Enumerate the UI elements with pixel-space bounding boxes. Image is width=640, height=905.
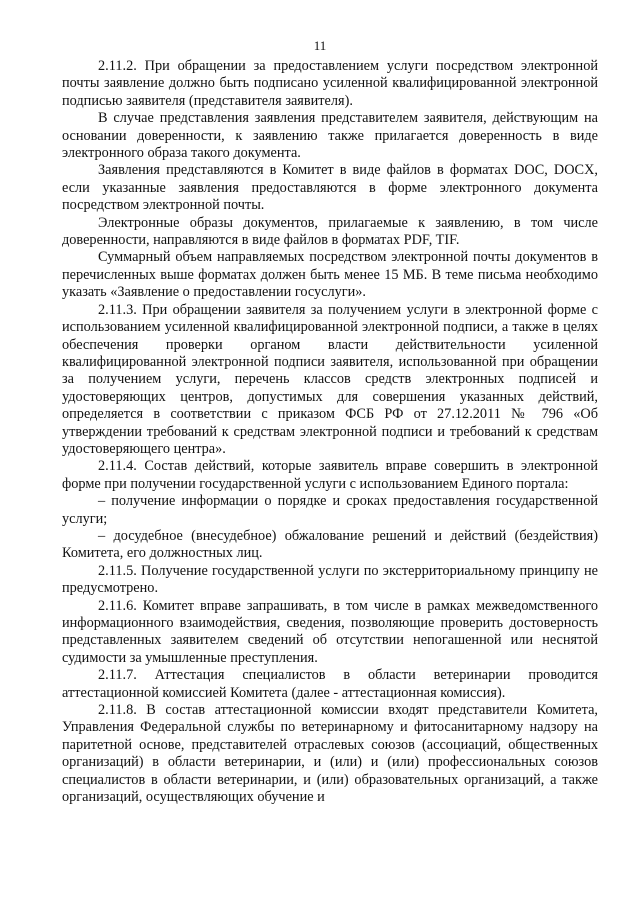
- paragraph-2-11-8: 2.11.8. В состав аттестационной комиссии входят представители Комитета, Управления Федеральной службы по ветеринарному и фитосанитарному надзору на паритетной основе, представителей отраслевых союзов (ассоциаций, общественных организаций) в области ветеринарии, и (или) и (или) профессиональных союзов специалистов в области ветеринарии, и (или) образовательных организаций, а также организаций, осуществляющих обучение и: [62, 702, 598, 806]
- paragraph-2-11-3: 2.11.3. При обращении заявителя за получением услуги в электронной форме с использованием усиленной квалифицированной электронной подписи, а также в целях обеспечения проверки органом власти действительности усиленной квалифицированной электронной подписи заявителя, использованной при обращении за получением услуги, перечень классов средств электронных подписей и удостоверяющих центров, допустимых для совершения указанных действий, определяется в соответствии с приказом ФСБ РФ от 27.12.2011 № 796 «Об утверждении требований к средствам электронной подписи и требований к средствам удостоверяющего центра».: [62, 301, 598, 457]
- list-item-information: – получение информации о порядке и сроках предоставления государственной услуги;: [62, 493, 598, 527]
- paragraph-2-11-2: 2.11.2. При обращении за предоставлением услуги посредством электронной почты заявление должно быть подписано усиленной квалифицированной электронной подписью заявителя (представителя заявителя).: [62, 58, 598, 109]
- paragraph-file-formats-pdf: Электронные образы документов, прилагаемые к заявлению, в том числе доверенности, направляются в виде файлов в форматах PDF, TIF.: [62, 214, 598, 249]
- paragraph-size-limit: Суммарный объем направляемых посредством электронной почты документов в перечисленных выше форматах должен быть менее 15 МБ. В теме письма необходимо указать «Заявление о предоставлении госуслуги».: [62, 249, 598, 301]
- paragraph-2-11-5: 2.11.5. Получение государственной услуги по экстерриториальному принципу не предусмотрено.: [62, 562, 598, 597]
- paragraph-2-11-7: 2.11.7. Аттестация специалистов в области ветеринарии проводится аттестационной комиссией Комитета (далее - аттестационная комиссия).: [62, 667, 598, 701]
- paragraph-2-11-6: 2.11.6. Комитет вправе запрашивать, в том числе в рамках межведомственного информационного взаимодействия, сведения, позволяющие проверить достоверность представленных заявителем сведений об отсутствии непогашенной или неснятой судимости за умышленные преступления.: [62, 597, 598, 666]
- document-body: [62, 58, 598, 806]
- paragraph-proxy-representation: В случае представления заявления представителем заявителя, действующим на основании доверенности, к заявлению также прилагается доверенность в виде электронного образа такого документа.: [62, 110, 598, 162]
- paragraph-file-formats-doc: Заявления представляются в Комитет в виде файлов в форматах DOC, DOCX, если указанные заявления предоставляются в форме электронного документа посредством электронной почты.: [62, 162, 598, 214]
- paragraph-2-11-4: 2.11.4. Состав действий, которые заявитель вправе совершить в электронной форме при получении государственной услуги с использованием Единого портала:: [62, 458, 598, 492]
- page-number: 11: [313, 38, 327, 53]
- list-item-appeal: – досудебное (внесудебное) обжалование решений и действий (бездействия) Комитета, его должностных лиц.: [62, 527, 598, 562]
